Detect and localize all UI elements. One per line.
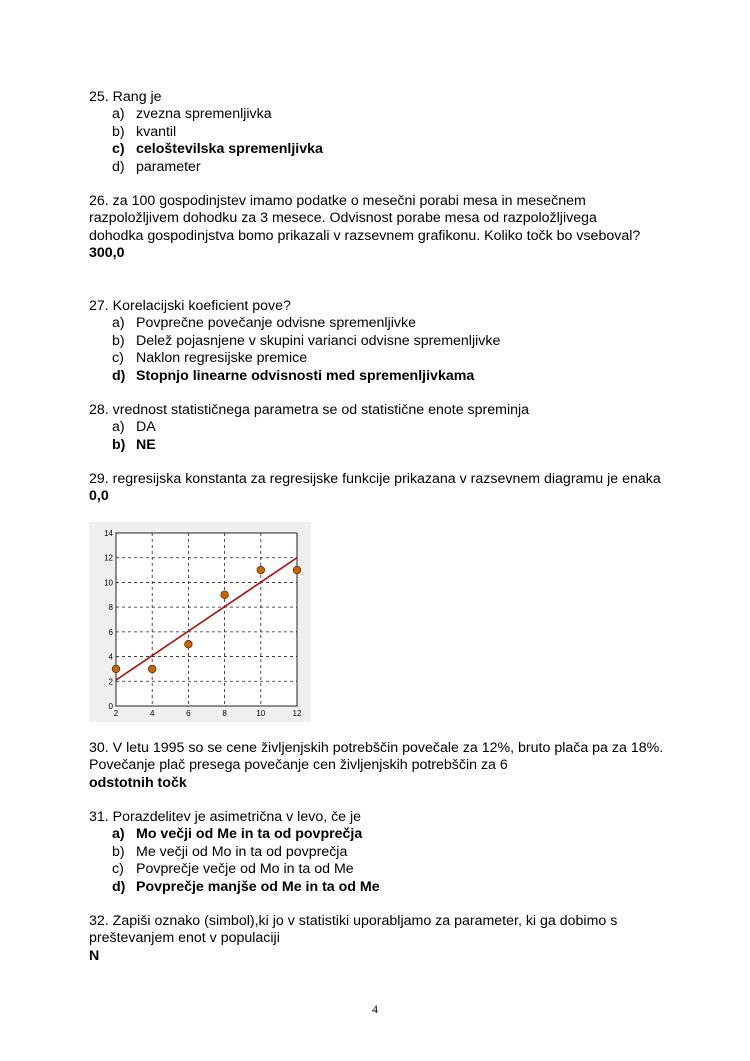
option-text: parameter <box>136 158 201 175</box>
option-text: celoštevilska spremenljivka <box>136 141 323 158</box>
option-text: NE <box>136 436 156 453</box>
question-28 <box>89 402 689 454</box>
option-text: Stopnjo linearne odvisnosti med spremenljivkama <box>136 367 475 384</box>
option-c <box>89 141 689 158</box>
option-a <box>89 419 689 436</box>
x-tick-label: 12 <box>292 709 302 718</box>
option-text: Povprečje večje od Mo in ta od Me <box>136 861 354 878</box>
y-tick-label: 6 <box>108 627 113 637</box>
question-26 <box>89 193 649 263</box>
answer: N <box>89 947 100 964</box>
option-letter: d) <box>112 158 125 175</box>
option-letter: b) <box>112 123 125 140</box>
option-a <box>89 826 689 843</box>
question-text: 27. Korelacijski koeficient pove? <box>89 298 291 314</box>
option-text: zvezna spremenljivka <box>136 106 272 123</box>
x-tick-label: 4 <box>149 709 155 718</box>
answer: 300,0 <box>89 245 125 262</box>
option-text: DA <box>136 419 156 436</box>
option-text: kvantil <box>136 123 177 140</box>
page-number: 4 <box>372 1002 378 1016</box>
y-tick-label: 4 <box>108 652 113 662</box>
data-point <box>112 665 120 673</box>
option-a <box>89 315 689 332</box>
option-letter: c) <box>112 141 125 158</box>
options-list <box>89 106 689 176</box>
option-letter: a) <box>112 419 125 436</box>
option-text: Povprečne povečanje odvisne spremenljivke <box>136 315 416 332</box>
option-letter: b) <box>112 843 125 860</box>
option-b <box>89 437 689 454</box>
option-a <box>89 106 689 123</box>
x-tick-label: 8 <box>222 709 227 718</box>
y-tick-label: 0 <box>108 702 113 711</box>
question-25 <box>89 89 689 176</box>
options-list <box>89 315 689 385</box>
option-b <box>89 333 689 350</box>
question-32 <box>89 913 664 965</box>
option-letter: d) <box>112 878 126 895</box>
data-point <box>185 640 193 648</box>
option-d <box>89 879 689 896</box>
option-letter: b) <box>112 436 126 453</box>
y-tick-label: 14 <box>104 529 113 538</box>
y-tick-label: 8 <box>108 603 113 613</box>
options-list <box>89 826 689 896</box>
option-text: Delež pojasnjene v skupini varianci odvisne spremenljivke <box>136 332 501 349</box>
option-c <box>89 350 689 367</box>
option-letter: a) <box>112 826 125 843</box>
question-text: 31. Porazdelitev je asimetrična v levo, če je <box>89 809 362 825</box>
scatter-chart <box>89 522 311 722</box>
option-text: Mo večji od Me in ta od povprečja <box>136 826 363 843</box>
question-text: 26. za 100 gospodinjstev imamo podatke o mesečni porabi mesa in mesečnem razpoložljivem dohodku za 3 mesece. Odvisnost porabe mesa od razpoložljivega dohodka gospodinjstva bomo prikazali v razsevnem grafikonu. Koliko točk bo vseboval? <box>89 193 641 244</box>
x-tick-label: 2 <box>113 709 119 718</box>
data-point <box>221 591 229 599</box>
option-letter: c) <box>112 861 124 878</box>
question-text: 32. Zapiši oznako (simbol),ki jo v statistiki uporabljamo za parameter, ki ga dobimo s preštevanjem enot v populaciji <box>89 913 618 947</box>
y-tick-label: 12 <box>104 553 113 563</box>
data-point <box>293 566 301 574</box>
question-text: 29. regresijska konstanta za regresijske funkcije prikazana v razsevnem diagramu je enaka <box>89 471 661 487</box>
option-letter: a) <box>112 315 125 332</box>
option-letter: b) <box>112 332 125 349</box>
option-letter: c) <box>112 350 124 367</box>
x-tick-label: 6 <box>186 709 191 718</box>
data-point <box>148 665 156 673</box>
option-b <box>89 124 689 141</box>
option-d <box>89 159 689 176</box>
option-letter: a) <box>112 106 125 123</box>
answer: odstotnih točk <box>89 774 187 791</box>
y-tick-label: 2 <box>108 677 113 687</box>
option-b <box>89 844 689 861</box>
option-text: Povprečje manjše od Me in ta od Me <box>136 878 380 895</box>
option-text: Naklon regresijske premice <box>136 350 308 367</box>
question-text: 28. vrednost statističnega parametra se od statistične enote spreminja <box>89 402 530 418</box>
x-tick-label: 10 <box>256 709 266 718</box>
options-list <box>89 419 689 454</box>
question-text: 30. V letu 1995 so se cene življenjskih potrebščin povečale za 12%, bruto plača pa za 18%. Povečanje plač presega povečanje cen življenjskih potrebščin za 6 <box>89 740 664 774</box>
question-29 <box>89 471 669 506</box>
option-d <box>89 368 689 385</box>
option-letter: d) <box>112 367 126 384</box>
answer: 0,0 <box>89 488 109 505</box>
option-c <box>89 861 689 878</box>
data-point <box>257 566 265 574</box>
question-30 <box>89 740 664 792</box>
question-31 <box>89 809 689 896</box>
question-27 <box>89 298 689 385</box>
option-text: Me večji od Mo in ta od povprečja <box>136 843 348 860</box>
question-text: 25. Rang je <box>89 89 162 105</box>
y-tick-label: 10 <box>104 578 113 588</box>
